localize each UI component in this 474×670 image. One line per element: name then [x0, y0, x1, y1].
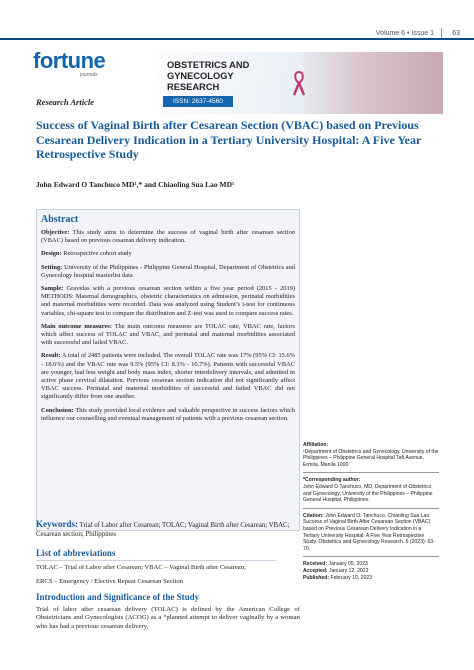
citation: Citation: John Edward O. Tanchuco, Chiaoling Sua Lao. Success of Vaginal Birth After Cesarean Section (VBAC) based on Previous Cesarean Delivery Indication in a Tertiary University Hospital: A Five Year Retrospective Study. Obstetrics and Gynecology Research. 6 (2023): 63-70.: [303, 512, 435, 552]
abstract-conclusion: Conclusion: This study provided local evidence and valuable perspective in success factors which influence our counselling and eventual management of patients with a previous cesarean section.: [41, 406, 295, 422]
issn-badge: ISSN: 2637-4560: [163, 96, 233, 107]
abstract-result: Result: A total of 2485 patients were included. The overall TOLAC rate was 17% (95% CI: 15.6% - 18.6%) and the VBAC rate was 9.5% (95% CI: 8.3% - 10.7%). Patients with successful VBAC are younger, had less weight and body mass index, shorter interdelivery intervals, and admitted in active phase cervical dilatation. Previous cesarean section indication did not significantly affect VBAC success. Perinatal and maternal morbidities of successful and failed VBAC did not significantly differ from one another.: [41, 352, 295, 401]
banner-photo: [298, 52, 443, 114]
abbreviations-heading: List of abbreviations: [36, 548, 116, 558]
ribbon-icon: [291, 71, 307, 96]
section-rule: [36, 560, 276, 561]
abstract-setting: Setting: University of the Philippines - Philippine General Hospital, Department of Obstetrics and Gynecology hospital masterlist data: [41, 263, 295, 279]
corresponding-author: *Corresponding author: John Edward O Tanchuco, MD, Department of Obstetrics and Gynecology, University of the Philippines – Philippine General Hospital, Philippines.: [303, 477, 433, 504]
published-date: Published: February 10, 2023: [303, 574, 373, 581]
received-date: Received: January 05, 2023: [303, 561, 368, 568]
abstract-heading: Abstract: [41, 214, 79, 225]
article-title: Success of Vaginal Birth after Cesarean Section (VBAC) based on Previous Cesarean Delivery Indication in a Tertiary University Hospital: A Five Year Retrospective Study: [36, 118, 422, 161]
abstract-sample: Sample: Gravidas with a previous cesarean section within a five year period (2015 - 2019) METHODS: Maternal demographics, obstetric characteristics on admission, perinatal morbidities and maternal morbidities were recorded. Data was analyzed using Student’s t-test for continuous variables, chi-square test to compare the distribution and Z-test was used to compare success rates.: [41, 285, 295, 317]
journal-logo-sub: journals: [80, 72, 98, 78]
volume-issue: Volume 6 • Issue 1: [375, 30, 434, 37]
article-type: Research Article: [36, 97, 94, 107]
sidebar-rule: [303, 472, 439, 473]
abstract-box: [36, 209, 300, 531]
abstract-objective: Objective: This study aims to determine the success of vaginal birth after cesarean section (VBAC) based on previous cesarean delivery indication.: [41, 229, 295, 245]
affiliation: Affiliation: ¹Department of Obstetrics and Gynecology, University of the Philippines – Philippine General Hospital Taft Avenue, Ermita, Manila 1000: [303, 442, 439, 468]
page-number: 63: [452, 30, 460, 37]
abstract-body: [41, 229, 295, 428]
introduction-heading: Introduction and Significance of the Study: [36, 592, 200, 602]
accepted-date: Accepted: January 12, 2023: [303, 567, 369, 574]
banner-title: OBSTETRICS AND GYNECOLOGY RESEARCH: [167, 60, 250, 92]
abbreviation-line-2: ERCS – Emergency / Elective Repeat Cesarean Section: [36, 578, 183, 585]
keywords: Keywords: Trial of Labor after Cesarean; TOLAC; Vaginal Birth after Cesarean; VBAC; Cesarean section; Philippines: [36, 519, 290, 538]
header-divider: [441, 28, 442, 38]
sidebar-rule: [303, 556, 439, 557]
introduction-text: Trial of labor after cesarean delivery (TOLAC) is defined by the American College of Obstetricians and Gynecologists (ACOG) as a “planned attempt to deliver vaginally by a woman who has had a previous cesarean delivery,: [36, 606, 300, 630]
page-header: [0, 0, 474, 40]
article-info-sidebar: [303, 442, 439, 581]
sidebar-rule: [303, 508, 439, 509]
authors: John Edward O Tanchuco MD¹,* and Chiaoling Sua Lao MD¹: [36, 180, 235, 189]
header-rule: [0, 38, 474, 40]
journal-logo[interactable]: fortune: [33, 48, 106, 73]
abstract-outcome: Main outcome measures: The main outcome measures are TOLAC rate, VBAC rate, factors which affect success of TOLAC and VBAC, and perinatal and maternal morbidities associated with successful and failed VBAC.: [41, 322, 295, 347]
abbreviation-line-1: TOLAC – Trial of Labor after Cesarean; VBAC – Vaginal Birth after Cesarean;: [36, 564, 246, 571]
abstract-design: Design: Retrospective cohort study: [41, 250, 132, 258]
